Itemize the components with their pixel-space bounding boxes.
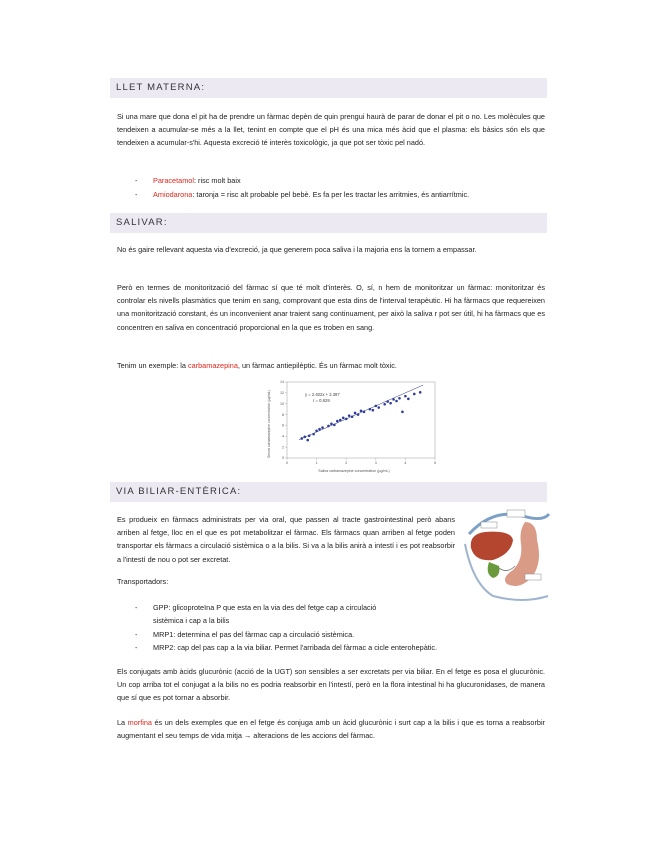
transporter-gpp-line-2: sistèmica i cap a la bilis (153, 616, 230, 626)
bullet-dash: - (135, 603, 138, 612)
text-fragment: La (117, 718, 128, 727)
paragraph-biliar-3 (117, 716, 545, 742)
bullet-dash: - (135, 176, 138, 185)
drug-name-amiodarona: Amiodarona (153, 190, 193, 199)
data-point (308, 434, 311, 437)
paragraph-salivar-3 (117, 359, 545, 372)
data-point (318, 428, 321, 431)
y-tick-label: 10 (280, 401, 284, 406)
chart-background (265, 376, 443, 474)
arrow-icon (499, 566, 515, 571)
x-tick-label: 4 (404, 461, 407, 465)
x-tick-label: 0 (286, 461, 288, 465)
data-point (351, 415, 354, 418)
enterohepatic-circulation-diagram (463, 504, 553, 604)
y-tick-label: 6 (282, 423, 284, 428)
data-point (392, 398, 395, 401)
data-point (330, 423, 333, 426)
x-tick-label: 3 (374, 461, 377, 465)
paragraph-llet: Si una mare que dona el pit ha de prendre un fàrmac depèn de quin prengui haurà de parar de donar el pit o no. Les molècules que tendeixen a acumular-se més a la llet, tenint en compte que el pH és una mica més àcid que el plasma: els bàsics són els que tendeixen a acumular-s'hi. Aquesta excreció té interès toxicològic, ja que pot ser tòxic pel nadó. (117, 112, 545, 148)
chart-equation: y = 2.402x + 2.397 (305, 392, 340, 397)
paragraph-biliar-1: Es produeix en fàrmacs administrats per via oral, que passen al tracte gastrointestinal però abans arriben al fetge, lloc en el que es pot metabolitzar el fàrmac. Els fàrmacs quan arriben al fetge poden transportar els fàrmacs a circulació sistèmica o a la bilis. Si va a la bilis anirà a intestí i es pot reabsorbir a l'intestí de nou o pot ser excretat. (117, 515, 455, 564)
data-point (395, 400, 398, 403)
bullet-dash: - (135, 643, 138, 652)
drug-name-carbamazepina: carbamazepina (187, 361, 238, 370)
heading-llet-materna: LLET MATERNA: (110, 78, 547, 98)
text-fragment: Tenim un exemple: la (117, 361, 188, 370)
data-point (360, 409, 363, 412)
carbamazepine-scatter-chart (265, 376, 443, 474)
data-point (354, 412, 357, 415)
data-point (369, 408, 372, 411)
x-tick-label: 1 (315, 461, 318, 465)
y-tick-label: 12 (280, 391, 284, 396)
data-point (419, 391, 422, 394)
data-point (333, 424, 336, 427)
data-point (345, 418, 348, 421)
y-tick-label: 4 (282, 434, 284, 439)
diagram-label-box (507, 510, 525, 517)
bullet-text: : taronja = risc alt probable pel bebè. Es fa per les tractar les arritmies, és antiarrítmic. (192, 190, 470, 199)
data-point (327, 425, 330, 428)
x-tick-label: 5 (434, 461, 436, 465)
data-point (389, 402, 392, 405)
data-point (372, 409, 375, 412)
bullet-amiodarona-text (153, 188, 548, 201)
heading-salivar: SALIVAR: (110, 213, 547, 233)
transporter-mrp2: MRP2: cap del pas cap a la via biliar. Permet l'arribada del fàrmac a cicle enterohepàtic. (153, 643, 438, 652)
heading-via-biliar: VIA BILIAR-ENTÈRICA: (110, 482, 547, 502)
bullet-text: : risc molt baix (193, 176, 241, 185)
data-point (413, 393, 416, 396)
paragraph-salivar-2: Però en termes de monitorització del fàrmac sí que té molt d'interès. O, sí, n hem de monitoritzar un fàrmac: monitoritzar és controlar els nivells plasmàtics que tenim en sang, comprovant que esta dins de l'interval terapèutic. Hi ha fàrmacs que requereixen una monitorització constant, és un inconvenient anar traient sang continuament, per això la saliva r pot ser útil, hi ha fàrmacs que es concentren en saliva en concentració proporcional en la que es troben en sang. (117, 283, 545, 332)
data-point (306, 439, 309, 442)
paragraph-salivar-1: No és gaire rellevant aquesta via d'excreció, ja que generem poca saliva i la majoria ens la tornem a empassar. (117, 245, 477, 254)
data-point (301, 437, 304, 440)
y-tick-label: 0 (282, 456, 284, 461)
data-point (348, 414, 351, 417)
data-point (375, 405, 378, 408)
transporter-gpp-line-1: GPP: glicoproteïna P que esta en la via des del fetge cap a circulació (153, 603, 377, 612)
data-point (401, 411, 404, 414)
transporters-label: Transportadors: (117, 577, 169, 586)
y-tick-label: 14 (280, 380, 284, 385)
transporter-gpp (153, 601, 463, 627)
bullet-dash: - (135, 190, 138, 199)
data-point (383, 403, 386, 406)
paragraph-biliar-2: Els conjugats amb àcids glucurònic (acció de la UGT) son sensibles a ser excretats per via biliar. En el fetge es posa el glucurònic. Un cop arriba tot el conjugat a la bilis no es podria reabsorbir en l'intestí, però en la flora intestinal hi ha glucuronidases, de manera que sí que es pot tornar a absorbir. (117, 667, 545, 703)
y-tick-label: 8 (282, 412, 284, 417)
x-tick-label: 2 (345, 461, 348, 465)
chart-y-label: Serum carbamazepine concentration (µg/mL) (267, 389, 271, 459)
data-point (357, 413, 360, 416)
data-point (398, 397, 401, 400)
data-point (404, 395, 407, 398)
text-fragment: , un fàrmac antiepilèptic. És un fàrmac molt tòxic. (237, 361, 397, 370)
chart-x-label: Saliva carbamazepine concentration (µg/mL) (318, 469, 390, 473)
bullet-dash: - (135, 630, 138, 639)
data-point (407, 398, 410, 401)
data-point (303, 436, 306, 439)
liver-icon (471, 532, 513, 561)
data-point (339, 419, 342, 422)
chart-r-value: r = 0.929 (313, 398, 330, 403)
data-point (315, 430, 318, 433)
data-point (321, 426, 324, 429)
data-point (342, 417, 345, 420)
bullet-amiodarona (135, 188, 137, 201)
bullet-paracetamol (135, 174, 137, 187)
data-point (336, 420, 339, 423)
text-fragment: és un dels exemples que en el fetge és conjuga amb un àcid glucurònic i surt cap a la bilis i que es torna a reabsorbir augmentant el seu temps de vida mitja → alteracions de les accions del fàrmac. (117, 718, 545, 741)
transporter-mrp1: MRP1: determina el pas del fàrmac cap a circulació sistèmica. (153, 630, 355, 639)
data-point (363, 411, 366, 414)
data-point (377, 406, 380, 409)
data-point (386, 400, 389, 403)
drug-name-morfina: morfina (127, 718, 152, 727)
bullet-paracetamol-text (153, 174, 241, 187)
drug-name-paracetamol: Paracetamol (153, 176, 194, 185)
y-tick-label: 2 (282, 445, 284, 450)
diagram-label-box (481, 522, 497, 528)
data-point (312, 433, 315, 436)
